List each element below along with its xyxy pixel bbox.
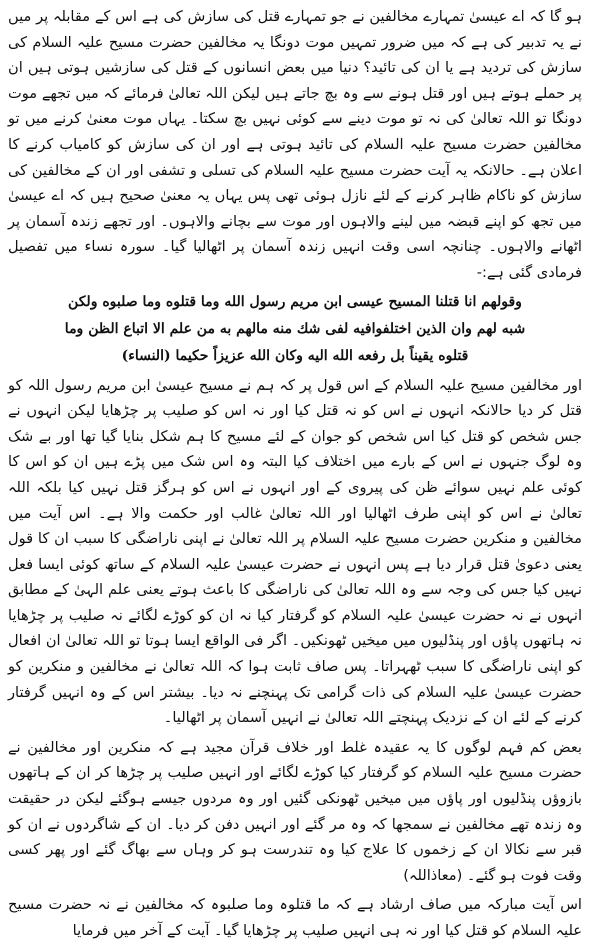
- paragraph-conclusion: اس آیت مبارکہ میں صاف ارشاد ہے کہ ما قتلوہ وما صلبوہ کہ مخالفین نے نہ حضرت مسیح علیہ السلام کو قتل کیا اور نہ ہی انہیں صلیب پر چڑھایا گیا۔ آیت کے آخر میں فرمایا: [8, 896, 582, 939]
- verse-line-1: وقولهم انا قتلنا المسيح عيسى ابن مريم رسول الله وما قتلوه وما صلبوه ولكن: [68, 293, 522, 310]
- verse-line-2: شبه لهم وان الذين اختلفوافيه لفى شك منه مالهم به من علم الا اتباع الظن وما: [64, 320, 526, 337]
- quran-verse-block: [8, 289, 582, 370]
- document-page: [8, 4, 582, 939]
- verse-line-3: قتلوه يقيناً بل رفعه الله اليه وكان الله عزيزاً حكيما (النساء): [121, 347, 469, 364]
- paragraph-refutation: بعض کم فہم لوگوں کا یہ عقیدہ غلط اور خلاف قرآن مجید ہے کہ منکرین اور مخالفین نے حضرت مسیح علیہ السلام کو گرفتار کیا کوڑے لگائے اور انہیں صلیب پر چڑھا کر ان کے ہاتھوں بازوؤں پنڈلیوں اور پاؤں میں میخیں ٹھونکی گئیں اور وہ مردوں جیسے ہوگئے لیکن در حقیقت وہ زندہ تھے مخالفین نے سمجھا کہ وہ مر گئے اور انہیں دفن کر دیا۔ ان کے شاگردوں نے ان کو قبر سے نکالا ان کے زخموں کا علاج کیا وہ تندرست ہو کر وہاں سے بھاگ گئے اور پھر کسی وقت فوت ہو گئے۔ (معاذاللہ): [8, 738, 582, 884]
- paragraph-intro: ہو گا کہ اے عیسیٰ تمہارے مخالفین نے جو تمہارے قتل کی سازش کی ہے اس کے مقابلہ پر میں نے یہ تدبیر کی ہے کہ میں ضرور تمہیں موت دونگا یہ مخالفین حضرت مسیح علیہ السلام کی سازش کی تردید ہے یا ان کی تائید؟ دنیا میں بعض انسانوں کے قتل کی سازشیں ہوتی ہیں ان پر حملے ہوتے ہیں اور قتل ہونے سے وہ بچ جاتے ہیں لیکن اللہ تعالیٰ فرمائے کہ میں تجھے موت دونگا تو اللہ تعالیٰ کی نہ تو موت دینے سے کوئی نہیں بچ سکتا۔ یہاں موت معنیٰ کرنے میں تو مخالفین حضرت مسیح علیہ السلام کی تائید ہوتی ہے اور ان کی سازش کو کامیاب کرنے کا اعلان ہے۔ حالانکہ یہ آیت حضرت مسیح علیہ السلام کی تسلی و تشفی اور ان کے مخالفین کی سازش کو ناکام ظاہر کرنے کے لئے نازل ہوئی تھی پس یہاں یہ معنیٰ صحیح ہیں کہ اے عیسیٰ میں تجھ کو اپنے قبضہ میں لینے والاہوں اور موت سے بچانے والاہوں۔ اور تجھے زندہ آسمان پر اٹھانے والاہوں۔ چنانچہ اسی وقت انہیں زندہ آسمان پر اٹھالیا گیا۔ سورہ نساء میں تفصیل فرمادی گئی ہے:-: [8, 8, 582, 281]
- paragraph-explanation: اور مخالفین مسیح علیہ السلام کے اس قول پر کہ ہم نے مسیح عیسیٰ ابن مریم رسول اللہ کو قتل کر دیا حالانکہ انہوں نے اس کو نہ قتل کیا اور نہ اس کو صلیب پر چڑھایا لیکن انہوں نے جس شخص کو قتل کیا اس شخص کو جوان کے لئے مسیح کا ہم شکل بنایا گیا تھا اور بے شک وہ لوگ جنہوں نے اس کے بارے میں اختلاف کیا البتہ وہ اس شک میں پڑے ہیں ان کو اس کا کوئی علم نہیں سوائے ظن کی پیروی کے اور انہوں نے اس کو ہرگز قتل نہیں کیا بلکہ اللہ تعالیٰ نے اس کو اپنی طرف اٹھالیا اور اللہ تعالیٰ غالب اور حکمت والا ہے۔ اس آیت میں مخالفین و منکرین حضرت مسیح علیہ السلام پر اللہ تعالیٰ نے اپنی ناراضگی کا سبب ان کا قول یعنی دعویٰ قتل قرار دیا ہے پس انہوں نے حضرت عیسیٰ علیہ السلام کے ساتھ کوئی ایسا فعل نہیں کیا جس کی وجہ سے وہ اللہ تعالیٰ کی ناراضگی کا باعث ہوتے یعنی علم الہیٰ کے مطابق انہوں نے نہ حضرت عیسیٰ علیہ السلام کو گرفتار کیا نہ ان کو کوڑے لگائے نہ صلیب پر چڑھایا نہ ہاتھوں پاؤں اور پنڈلیوں میں میخیں ٹھونکیں۔ اگر فی الواقع ایسا ہوتا تو اللہ تعالیٰ ان افعال کو اپنی ناراضگی کا سبب ٹھہراتا۔ پس صاف ثابت ہوا کہ اللہ تعالیٰ نے مخالفین و منکرین کو حضرت عیسیٰ علیہ السلام کی ذات گرامی تک پہنچنے نہ دیا۔ بیشتر اس کے وہ انہیں گرفتار کرنے کے لئے ان کے نزدیک پہنچتے اللہ تعالیٰ نے انہیں آسمان پر اٹھالیا۔: [8, 376, 582, 727]
